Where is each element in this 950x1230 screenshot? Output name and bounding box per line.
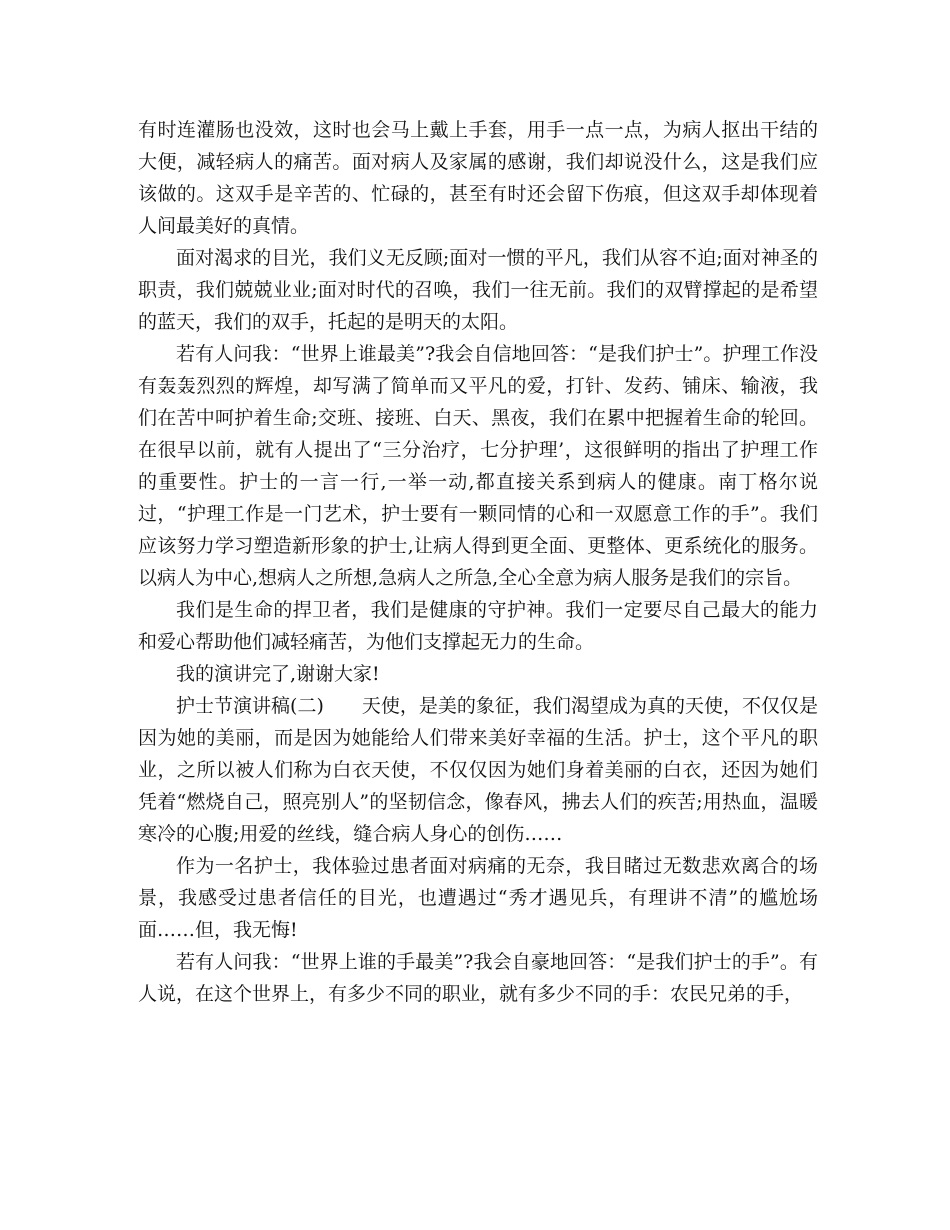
paragraph-7: 作为一名护士，我体验过患者面对病痛的无奈，我目睹过无数悲欢离合的场景，我感受过患者信任的目光，也遭遇过“秀才遇见兵，有理讲不清”的尴尬场面……但，我无悔!: [138, 855, 818, 941]
paragraph-4: 我们是生命的捍卫者，我们是健康的守护神。我们一定要尽自己最大的能力和爱心帮助他们减轻痛苦，为他们支撑起无力的生命。: [138, 599, 818, 653]
paragraph-5: 我的演讲完了,谢谢大家!: [176, 663, 380, 685]
paragraph-1: 有时连灌肠也没效，这时也会马上戴上手套，用手一点一点，为病人抠出干结的大便，减轻病人的痛苦。面对病人及家属的感谢，我们却说没什么，这是我们应该做的。这双手是辛苦的、忙碌的，甚至有时还会留下伤痕，但这双手却体现着人间最美好的真情。: [138, 119, 818, 237]
paragraph-3: 若有人问我：“世界上谁最美”?我会自信地回答：“是我们护士”。护理工作没有轰轰烈烈的辉煌，却写满了简单而又平凡的爱，打针、发药、铺床、输液，我们在苦中呵护着生命;交班、接班、白天、黑夜，我们在累中把握着生命的轮回。在很早以前，就有人提出了“三分治疗，七分护理’，这很鲜明的指出了护理工作的重要性。护士的一言一行,一举一动,都直接关系到病人的健康。南丁格尔说过，“护理工作是一门艺术，护士要有一颗同情的心和一双愿意工作的手”。我们应该努力学习塑造新形象的护士,让病人得到更全面、更整体、更系统化的服务。以病人为中心,想病人之所想,急病人之所急,全心全意为病人服务是我们的宗旨。: [138, 343, 818, 589]
document-body: [138, 114, 818, 1010]
paragraph-8: 若有人问我：“世界上谁的手最美”?我会自豪地回答：“是我们护士的手”。有人说，在这个世界上，有多少不同的职业，就有多少不同的手：农民兄弟的手，: [138, 951, 818, 1005]
paragraph-2: 面对渴求的目光，我们义无反顾;面对一惯的平凡，我们从容不迫;面对神圣的职责，我们兢兢业业;面对时代的召唤，我们一往无前。我们的双臂撑起的是希望的蓝天，我们的双手，托起的是明天的太阳。: [138, 247, 818, 333]
paragraph-6: 护士节演讲稿(二) 天使，是美的象征，我们渴望成为真的天使，不仅仅是因为她的美丽，而是因为她能给人们带来美好幸福的生活。护士，这个平凡的职业，之所以被人们称为白衣天使，不仅仅因为她们身着美丽的白衣，还因为她们凭着“燃烧自己，照亮别人”的坚韧信念，像春风，拂去人们的疾苦;用热血，温暖寒冷的心腹;用爱的丝线，缝合病人身心的创伤……: [138, 695, 818, 845]
